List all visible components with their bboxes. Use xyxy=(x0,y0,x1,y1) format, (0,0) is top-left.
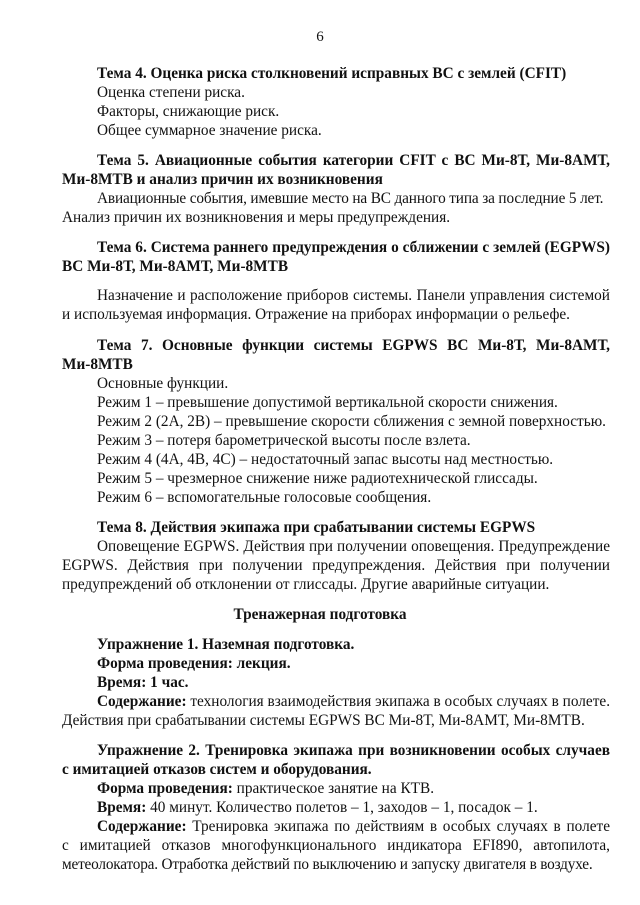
topic-7-heading-line2: Ми-8МТВ xyxy=(62,356,133,373)
exercise-1-time: Время: 1 час. xyxy=(97,674,189,691)
topic-6-heading-line1: Тема 6. Система раннего предупреждения о сближении с землей (EGPWS) xyxy=(97,239,610,256)
topic-7-line: Режим 5 – чрезмерное снижение ниже радиотехнической глиссады. xyxy=(97,470,538,487)
topic-5-body: Авиационные события, имевшие место на ВС данного типа за последние 5 лет. xyxy=(97,190,604,207)
form-label: Форма проведения: xyxy=(97,780,233,797)
topic-8-body: EGPWS. Действия при получении предупреждения. Действия при получении xyxy=(62,557,610,574)
topic-5-heading-line2: Ми-8МТВ и анализ причин их возникновения xyxy=(62,171,383,188)
topic-5-body: Анализ причин их возникновения и меры предупреждения. xyxy=(62,209,451,226)
time-label: Время: xyxy=(97,799,147,816)
content-text: технология взаимодействия экипажа в особых случаях в полете. xyxy=(190,693,611,710)
topic-7-line: Режим 6 – вспомогательные голосовые сообщения. xyxy=(97,489,432,506)
exercise-2-heading-line1: Упражнение 2. Тренировка экипажа при возникновении особых случаев xyxy=(97,742,610,759)
exercise-2-content-line2: с имитацией отказов многофункционального индикатора EFI890, автопилота, xyxy=(62,837,610,854)
topic-6-heading-line2: ВС Ми-8Т, Ми-8АМТ, Ми-8МТВ xyxy=(62,258,289,275)
section-title: Тренажерная подготовка xyxy=(233,606,407,623)
page-number: 6 xyxy=(316,29,324,45)
topic-7-line: Режим 2 (2А, 2В) – превышение скорости сближения с земной поверхностью. xyxy=(97,413,606,430)
exercise-2-content xyxy=(97,817,610,836)
exercise-1-content-line2: Действия при срабатывании системы EGPWS ВС Ми-8Т, Ми-8АМТ, Ми-8МТВ. xyxy=(62,712,585,729)
exercise-2-content-line3: метеолокатора. Отработка действий по выключению и запуску двигателя в воздухе. xyxy=(62,856,593,873)
topic-4-line: Общее суммарное значение риска. xyxy=(97,122,322,139)
exercise-1-heading: Упражнение 1. Наземная подготовка. xyxy=(97,636,355,653)
topic-7-heading-line1: Тема 7. Основные функции системы EGPWS ВС Ми-8Т, Ми-8АМТ, xyxy=(97,337,610,354)
exercise-2-time xyxy=(97,798,538,817)
content-label: Содержание: xyxy=(97,818,187,835)
form-value: практическое занятие на КТВ. xyxy=(236,780,435,797)
exercise-2-form xyxy=(97,779,434,798)
topic-7-line: Режим 3 – потеря барометрической высоты после взлета. xyxy=(97,432,471,449)
topic-7-line: Режим 1 – превышение допустимой вертикальной скорости снижения. xyxy=(97,394,558,411)
topic-5-heading-line1: Тема 5. Авиационные события категории CFIT с ВС Ми-8Т, Ми-8АМТ, xyxy=(97,152,610,169)
content-text: Тренировка экипажа по действиям в особых случаях в полете xyxy=(192,818,610,835)
exercise-1-form: Форма проведения: лекция. xyxy=(97,655,291,672)
topic-8-body: предупреждений об отклонении от глиссады. Другие аварийные ситуации. xyxy=(62,576,550,593)
content-label: Содержание: xyxy=(97,693,187,710)
exercise-2-heading-line2: с имитацией отказов систем и оборудования. xyxy=(62,761,372,778)
topic-8-heading: Тема 8. Действия экипажа при срабатывании системы EGPWS xyxy=(97,519,536,536)
topic-6-body: Назначение и расположение приборов системы. Панели управления системой xyxy=(97,287,610,304)
topic-7-line: Основные функции. xyxy=(97,375,229,392)
topic-6-body: и используемая информация. Отражение на приборах информации о рельефе. xyxy=(62,306,570,323)
topic-4-heading: Тема 4. Оценка риска столкновений исправных ВС с землей (CFIT) xyxy=(97,65,567,82)
exercise-1-content xyxy=(97,692,610,711)
time-value: 40 минут. Количество полетов – 1, заходов – 1, посадок – 1. xyxy=(150,799,538,816)
topic-4-line: Факторы, снижающие риск. xyxy=(97,103,280,120)
topic-8-body: Оповещение EGPWS. Действия при получении оповещения. Предупреждение xyxy=(97,538,610,555)
topic-7-line: Режим 4 (4А, 4В, 4С) – недостаточный запас высоты над местностью. xyxy=(97,451,554,468)
topic-4-line: Оценка степени риска. xyxy=(97,84,245,101)
